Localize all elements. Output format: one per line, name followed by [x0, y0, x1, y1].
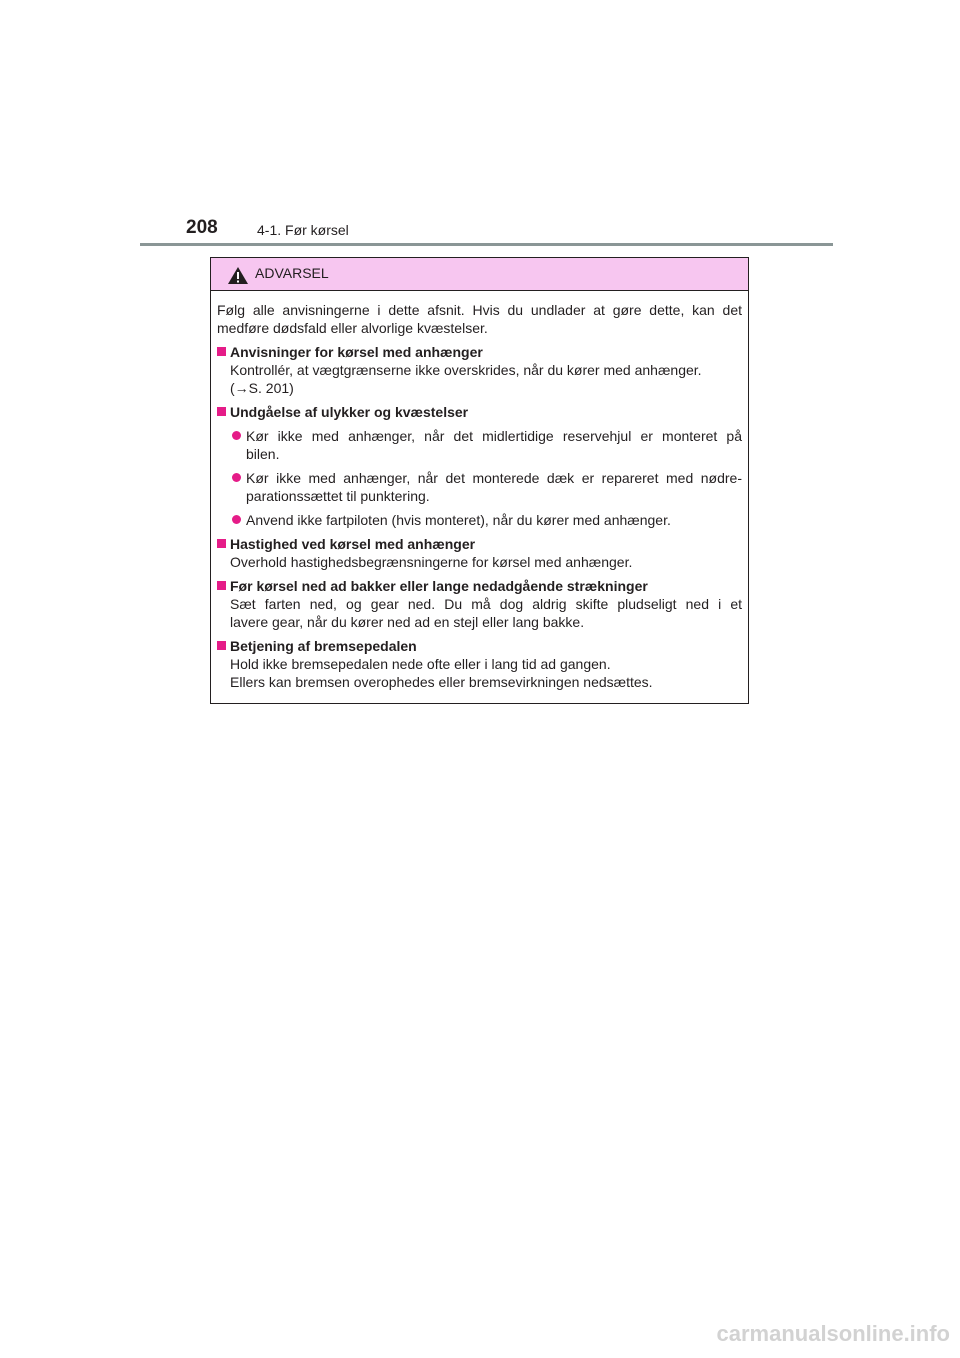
item-accident-avoidance: [217, 403, 742, 421]
watermark: carmanualsonline.info: [716, 1321, 950, 1346]
item-trailer-speed: Hastighed ved kørsel med anhænger Overhold hastighedsbegrænsningerne for kørsel med anhænger.: [217, 535, 742, 571]
item-heading: Undgåelse af ulykker og kvæstelser: [230, 404, 469, 420]
section-title: 4-1. Før kørsel: [257, 222, 349, 238]
round-bullet-icon: [232, 515, 241, 524]
round-bullet-icon: [232, 431, 241, 440]
square-bullet-icon: [217, 641, 226, 650]
item-brake-pedal: Betjening af bremsepedalen Hold ikke bremsepedalen nede ofte eller i lang tid ad gangen. Ellers kan bremsen overophedes eller bremsevirkningen nedsættes.: [217, 637, 742, 691]
square-bullet-icon: [217, 347, 226, 356]
item-downhill-driving: Før kørsel ned ad bakker eller lange nedadgående strækninger Sæt farten ned, og gear ned. Du må dog aldrig skifte pludseligt ned i et lavere gear, når du kører ned ad en stejl eller lang bakke.: [217, 577, 742, 631]
square-bullet-icon: [217, 407, 226, 416]
item-heading: Anvisninger for kørsel med anhænger: [230, 344, 483, 360]
page-header: [0, 0, 960, 250]
list-item: Kør ikke med anhænger, når det midlertidige reservehjul er monteret på bilen.: [217, 427, 742, 463]
item-heading: Før kørsel ned ad bakker eller lange nedadgående strækninger: [230, 578, 648, 594]
warning-header: [211, 258, 748, 291]
page-number: 208: [186, 217, 218, 238]
square-bullet-icon: [217, 539, 226, 548]
header-divider: [140, 243, 833, 246]
list-item: Kør ikke med anhænger, når det monterede dæk er repareret med nødre- parationssættet til punktering.: [217, 469, 742, 505]
square-bullet-icon: [217, 581, 226, 590]
item-heading: Hastighed ved kørsel med anhænger: [230, 536, 476, 552]
item-trailer-instructions: Anvisninger for kørsel med anhænger Kontrollér, at vægtgrænserne ikke overskrides, når du kører med anhænger. (→S. 201): [217, 343, 742, 397]
warning-triangle-icon: [227, 266, 249, 285]
page-reference: (→S. 201): [230, 380, 294, 396]
warning-body: [211, 291, 748, 691]
warning-title: ADVARSEL: [255, 265, 329, 281]
item-heading: Betjening af bremsepedalen: [230, 638, 417, 654]
list-item: Anvend ikke fartpiloten (hvis monteret), når du kører med anhænger.: [217, 511, 742, 529]
warning-box: [210, 257, 749, 704]
round-bullet-icon: [232, 473, 241, 482]
warning-intro: Følg alle anvisningerne i dette afsnit. Hvis du undlader at gøre dette, kan det medføre dødsfald eller alvorlige kvæstelser.: [217, 302, 742, 336]
